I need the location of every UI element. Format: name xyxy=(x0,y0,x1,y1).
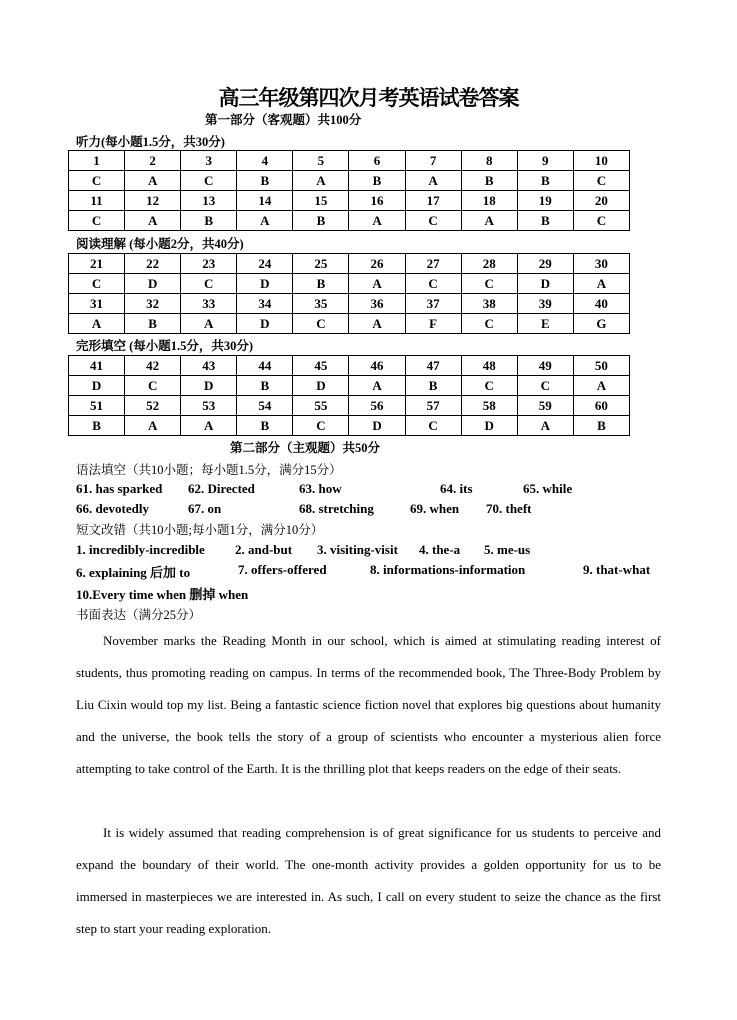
question-number-cell: 51 xyxy=(69,396,125,416)
essay-paragraph-2: It is widely assumed that reading comprehension is of great significance for us students to perceive and expand the boundary of their world. The one-month activity provides a golden opportunity for us to be immersed in masterpieces we are interested in. As such, I call on every student to seize the chance as the first step to start your reading exploration. xyxy=(76,825,661,936)
question-number-cell: 2 xyxy=(125,151,181,171)
answer-cell: A xyxy=(125,171,181,191)
answer-cell: A xyxy=(573,376,629,396)
answer-cell: A xyxy=(349,376,405,396)
correction-answer: 1. incredibly-incredible xyxy=(76,542,205,557)
answer-cell: B xyxy=(237,376,293,396)
page-title: 高三年级第四次月考英语试卷答案 xyxy=(218,86,519,110)
grammar-answer: 67. on xyxy=(188,501,222,516)
answer-cell: C xyxy=(405,274,461,294)
question-number-cell: 27 xyxy=(405,254,461,274)
question-number-cell: 22 xyxy=(125,254,181,274)
question-number-cell: 10 xyxy=(573,151,629,171)
answer-cell: B xyxy=(573,416,629,436)
question-number-cell: 11 xyxy=(69,191,125,211)
question-number-cell: 13 xyxy=(181,191,237,211)
answer-cell: A xyxy=(517,416,573,436)
listening-heading: 听力(每小题1.5分，共30分) xyxy=(76,135,225,149)
answer-cell: A xyxy=(69,314,125,334)
answer-cell: C xyxy=(405,211,461,231)
question-number-cell: 43 xyxy=(181,356,237,376)
correction-heading: 短文改错（共10小题;每小题1分，满分10分） xyxy=(76,523,324,537)
correction-answer: 6. explaining 后加 to xyxy=(76,565,191,580)
question-number-cell: 57 xyxy=(405,396,461,416)
grammar-answer: 62. Directed xyxy=(188,481,255,496)
answer-cell: C xyxy=(405,416,461,436)
question-number-cell: 45 xyxy=(293,356,349,376)
answer-cell: B xyxy=(405,376,461,396)
question-number-cell: 34 xyxy=(237,294,293,314)
reading-answer-table xyxy=(68,253,630,334)
question-number-cell: 21 xyxy=(69,254,125,274)
question-number-cell: 4 xyxy=(237,151,293,171)
grammar-answer: 64. its xyxy=(440,481,473,496)
question-number-cell: 9 xyxy=(517,151,573,171)
correction-answer: 8. informations-information xyxy=(370,562,526,577)
question-number-cell: 42 xyxy=(125,356,181,376)
answer-cell: B xyxy=(237,171,293,191)
question-number-cell: 39 xyxy=(517,294,573,314)
grammar-answer: 69. when xyxy=(410,501,460,516)
question-number-cell: 32 xyxy=(125,294,181,314)
answer-cell: C xyxy=(293,314,349,334)
answer-cell: F xyxy=(405,314,461,334)
answer-cell: D xyxy=(181,376,237,396)
question-number-cell: 53 xyxy=(181,396,237,416)
question-number-cell: 24 xyxy=(237,254,293,274)
answer-cell: A xyxy=(405,171,461,191)
question-number-cell: 50 xyxy=(573,356,629,376)
question-number-cell: 6 xyxy=(349,151,405,171)
question-number-cell: 59 xyxy=(517,396,573,416)
grammar-answer: 66. devotedly xyxy=(76,501,149,516)
question-number-cell: 28 xyxy=(461,254,517,274)
question-number-cell: 58 xyxy=(461,396,517,416)
essay-paragraph-1: November marks the Reading Month in our school, which is aimed at stimulating reading interest of students, thus promoting reading on campus. In terms of the recommended book, The Three-Body Problem by Liu Cixin would top my list. Being a fantastic science fiction novel that explores big questions about humanity and the universe, the book tells the story of a group of scientists who encounter a mysterious alien force attempting to take control of the Earth. It is the thrilling plot that keeps readers on the edge of their seats. xyxy=(76,633,661,776)
answer-cell: A xyxy=(125,211,181,231)
grammar-answer: 65. while xyxy=(523,481,573,496)
answer-cell: D xyxy=(69,376,125,396)
answer-cell: A xyxy=(125,416,181,436)
question-number-cell: 52 xyxy=(125,396,181,416)
question-number-cell: 25 xyxy=(293,254,349,274)
answer-cell: C xyxy=(461,274,517,294)
question-number-cell: 47 xyxy=(405,356,461,376)
question-number-cell: 60 xyxy=(573,396,629,416)
correction-answer: 7. offers-offered xyxy=(238,562,327,577)
question-number-cell: 54 xyxy=(237,396,293,416)
answer-cell: C xyxy=(573,211,629,231)
question-number-row xyxy=(69,151,630,171)
question-number-cell: 16 xyxy=(349,191,405,211)
question-number-cell: 55 xyxy=(293,396,349,416)
answer-cell: C xyxy=(125,376,181,396)
listening-answer-table xyxy=(68,150,630,231)
answer-cell: D xyxy=(237,314,293,334)
correction-answer: 9. that-what xyxy=(583,562,651,577)
answer-row xyxy=(69,416,630,436)
answer-cell: C xyxy=(461,314,517,334)
answer-cell: B xyxy=(517,171,573,191)
question-number-cell: 15 xyxy=(293,191,349,211)
answer-cell: A xyxy=(349,314,405,334)
answer-cell: A xyxy=(293,171,349,191)
correction-answer: 3. visiting-visit xyxy=(317,542,398,557)
question-number-cell: 17 xyxy=(405,191,461,211)
answer-row xyxy=(69,211,630,231)
answer-cell: C xyxy=(69,274,125,294)
reading-heading: 阅读理解 (每小题2分，共40分) xyxy=(76,237,244,251)
question-number-row xyxy=(69,191,630,211)
answer-cell: D xyxy=(237,274,293,294)
cloze-answer-table xyxy=(68,355,630,436)
question-number-cell: 46 xyxy=(349,356,405,376)
question-number-cell: 49 xyxy=(517,356,573,376)
correction-answer: 4. the-a xyxy=(419,542,461,557)
answer-cell: D xyxy=(517,274,573,294)
answer-cell: B xyxy=(349,171,405,191)
grammar-answer: 63. how xyxy=(299,481,342,496)
answer-cell: A xyxy=(237,211,293,231)
question-number-cell: 19 xyxy=(517,191,573,211)
answer-cell: G xyxy=(573,314,629,334)
question-number-cell: 44 xyxy=(237,356,293,376)
answer-cell: D xyxy=(461,416,517,436)
answer-cell: A xyxy=(181,314,237,334)
question-number-cell: 7 xyxy=(405,151,461,171)
question-number-cell: 26 xyxy=(349,254,405,274)
correction-answer: 10.Every time when 删掉 when xyxy=(76,587,249,602)
answer-cell: B xyxy=(125,314,181,334)
question-number-row xyxy=(69,356,630,376)
question-number-cell: 20 xyxy=(573,191,629,211)
correction-answer: 2. and-but xyxy=(235,542,293,557)
question-number-cell: 48 xyxy=(461,356,517,376)
question-number-cell: 3 xyxy=(181,151,237,171)
question-number-cell: 56 xyxy=(349,396,405,416)
correction-answer: 5. me-us xyxy=(484,542,531,557)
question-number-cell: 35 xyxy=(293,294,349,314)
answer-cell: D xyxy=(349,416,405,436)
question-number-cell: 30 xyxy=(573,254,629,274)
question-number-cell: 23 xyxy=(181,254,237,274)
part1-heading: 第一部分（客观题）共100分 xyxy=(205,113,362,127)
question-number-row xyxy=(69,294,630,314)
grammar-answer: 61. has sparked xyxy=(76,481,163,496)
cloze-heading: 完形填空 (每小题1.5分，共30分) xyxy=(76,339,254,353)
question-number-cell: 14 xyxy=(237,191,293,211)
question-number-cell: 40 xyxy=(573,294,629,314)
grammar-answer: 68. stretching xyxy=(299,501,374,516)
question-number-cell: 33 xyxy=(181,294,237,314)
answer-row xyxy=(69,171,630,191)
answer-cell: B xyxy=(517,211,573,231)
question-number-row xyxy=(69,254,630,274)
answer-cell: C xyxy=(181,274,237,294)
answer-row xyxy=(69,314,630,334)
answer-cell: A xyxy=(573,274,629,294)
grammar-answer: 70. theft xyxy=(486,501,532,516)
answer-cell: B xyxy=(293,274,349,294)
writing-heading: 书面表达（满分25分） xyxy=(76,608,202,622)
answer-cell: D xyxy=(293,376,349,396)
answer-cell: A xyxy=(181,416,237,436)
answer-cell: E xyxy=(517,314,573,334)
answer-cell: B xyxy=(293,211,349,231)
answer-cell: A xyxy=(349,211,405,231)
question-number-cell: 18 xyxy=(461,191,517,211)
question-number-cell: 36 xyxy=(349,294,405,314)
answer-row xyxy=(69,376,630,396)
answer-cell: B xyxy=(461,171,517,191)
question-number-cell: 8 xyxy=(461,151,517,171)
answer-cell: C xyxy=(181,171,237,191)
answer-cell: C xyxy=(293,416,349,436)
question-number-cell: 31 xyxy=(69,294,125,314)
answer-cell: B xyxy=(69,416,125,436)
question-number-cell: 29 xyxy=(517,254,573,274)
question-number-cell: 5 xyxy=(293,151,349,171)
question-number-row xyxy=(69,396,630,416)
answer-cell: A xyxy=(349,274,405,294)
answer-cell: C xyxy=(69,171,125,191)
question-number-cell: 1 xyxy=(69,151,125,171)
answer-cell: C xyxy=(573,171,629,191)
question-number-cell: 38 xyxy=(461,294,517,314)
answer-row xyxy=(69,274,630,294)
answer-cell: B xyxy=(181,211,237,231)
question-number-cell: 41 xyxy=(69,356,125,376)
question-number-cell: 37 xyxy=(405,294,461,314)
grammar-heading: 语法填空（共10小题；每小题1.5分，满分15分） xyxy=(76,463,342,477)
question-number-cell: 12 xyxy=(125,191,181,211)
answer-cell: C xyxy=(461,376,517,396)
answer-cell: A xyxy=(461,211,517,231)
answer-cell: C xyxy=(69,211,125,231)
answer-cell: D xyxy=(125,274,181,294)
part2-heading: 第二部分（主观题）共50分 xyxy=(230,441,381,455)
answer-cell: C xyxy=(517,376,573,396)
answer-cell: B xyxy=(237,416,293,436)
